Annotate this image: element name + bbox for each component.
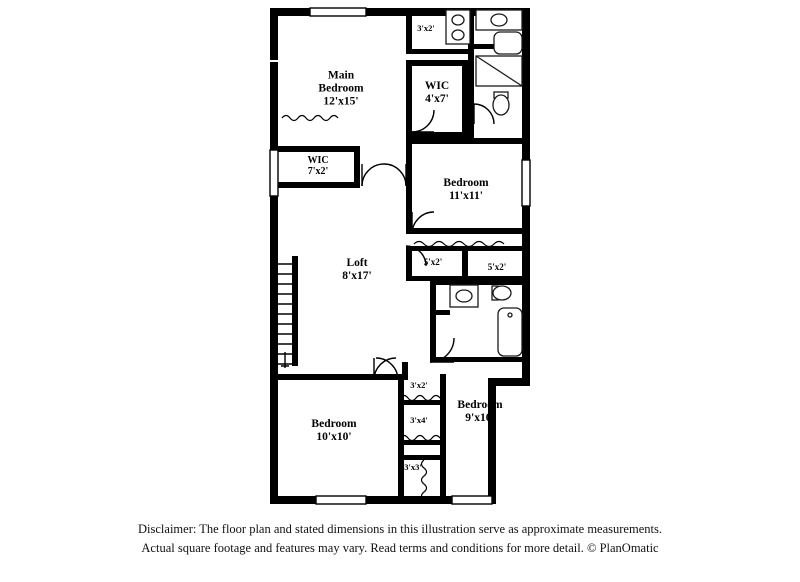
room-label-line: Main bbox=[327, 69, 355, 82]
room-label-line: 5'x2' bbox=[423, 256, 443, 267]
room-label-line: Bedroom bbox=[318, 82, 364, 95]
room-label-line: Bedroom bbox=[443, 177, 489, 190]
room-label-line: 9'x10' bbox=[465, 412, 495, 424]
room-label-line: 8'x17' bbox=[342, 270, 372, 282]
room-label-line: 3'x4' bbox=[410, 415, 428, 426]
room-label-line: 12'x15' bbox=[323, 95, 359, 108]
room-label-line: 3'x2' bbox=[410, 380, 428, 391]
room-label-line: Loft bbox=[346, 257, 368, 270]
room-label-line: 11'x11' bbox=[449, 190, 483, 202]
room-label-line: 3'x3' bbox=[404, 462, 422, 473]
room-label-line: 4'x7' bbox=[425, 93, 449, 105]
room-label-line: 10'x10' bbox=[316, 431, 352, 443]
room-label-line: WIC bbox=[307, 154, 329, 166]
disclaimer-line-2: Actual square footage and features may vary. Read terms and conditions for more detail. © PlanOmatic bbox=[141, 541, 659, 556]
room-label-line: 7'x2' bbox=[307, 166, 329, 177]
room-label-line: 3'x2' bbox=[417, 23, 435, 34]
room-label-line: 5'x2' bbox=[487, 261, 507, 272]
room-label-line: Bedroom bbox=[311, 418, 357, 431]
disclaimer-block bbox=[0, 520, 800, 559]
room-label-line: WIC bbox=[424, 80, 450, 93]
room-label-line: Bedroom bbox=[457, 399, 503, 412]
disclaimer-line-1: Disclaimer: The floor plan and stated dimensions in this illustration serve as approximate measurements. bbox=[138, 522, 662, 536]
